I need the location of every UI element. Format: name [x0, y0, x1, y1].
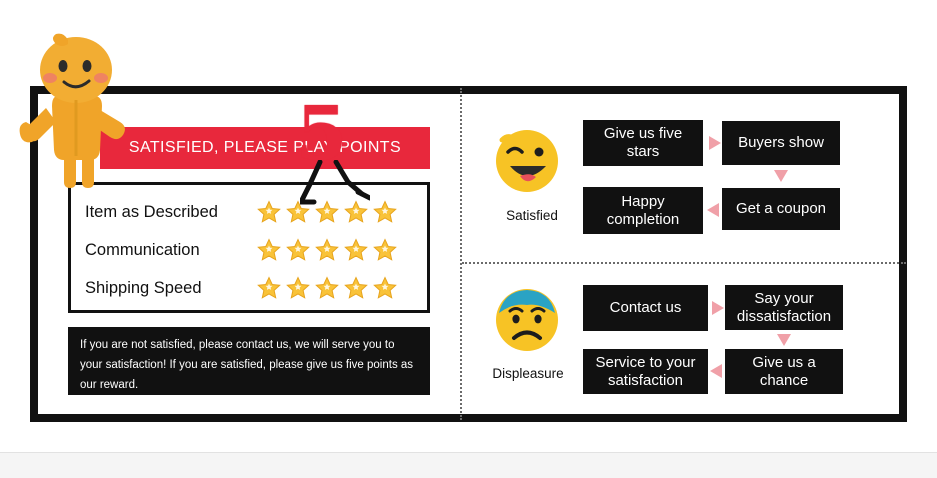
star-icon — [373, 276, 397, 300]
star-icon — [315, 276, 339, 300]
rating-label: Item as Described — [85, 202, 218, 221]
rating-label: Shipping Speed — [85, 278, 202, 297]
star-icon — [315, 238, 339, 262]
arrow-right-icon — [709, 136, 721, 150]
vertical-divider — [460, 88, 462, 420]
star-icon — [344, 238, 368, 262]
box-label: Give us a chance — [752, 353, 816, 389]
rating-row — [85, 269, 427, 307]
banner-label: SATISFIED, PLEASE PLAY POINTS — [128, 139, 402, 156]
satisfied-label: Satisfied — [506, 208, 558, 223]
star-icon — [344, 276, 368, 300]
star-rating — [257, 238, 397, 262]
notice-text: If you are not satisfied, please contact us, we will serve you to your satisfaction! If you are satisfied, please give us five points as our reward. — [68, 327, 430, 395]
box-happy-completion — [583, 187, 703, 234]
displeasure-label: Displeasure — [492, 366, 564, 381]
star-icon — [286, 238, 310, 262]
box-get-a-coupon — [722, 188, 840, 230]
box-give-us-five-stars — [583, 120, 703, 166]
box-label: Give us five stars — [603, 125, 683, 160]
rating-box — [68, 182, 430, 313]
horizontal-divider — [462, 262, 906, 264]
star-rating — [257, 276, 397, 300]
big-five-number: 5 — [296, 91, 348, 177]
arrow-left-icon — [710, 364, 722, 378]
star-icon — [257, 200, 281, 224]
arrow-left-icon — [707, 203, 719, 217]
box-label: Service to your satisfaction — [595, 353, 696, 389]
rating-row — [85, 231, 427, 269]
arrow-down-icon — [777, 334, 791, 346]
mascot-character-icon — [16, 30, 136, 190]
rating-row — [85, 193, 427, 231]
arrow-right-icon — [712, 301, 724, 315]
star-icon — [257, 276, 281, 300]
rating-label: Communication — [85, 240, 200, 259]
star-icon — [373, 238, 397, 262]
box-label: Buyers show — [738, 134, 824, 151]
box-say-your-dissatisfaction — [725, 285, 843, 330]
box-service-to-your-satisfaction — [583, 349, 708, 394]
satisfied-banner — [100, 127, 430, 169]
smiling-winking-face-icon — [494, 128, 560, 194]
box-label: Say your dissatisfaction — [736, 289, 832, 325]
bottom-strip — [0, 452, 937, 478]
box-label: Happy completion — [606, 192, 680, 228]
arrow-down-icon — [774, 170, 788, 182]
box-give-us-a-chance — [725, 349, 843, 394]
five-runner-legs-icon — [300, 160, 370, 206]
box-label: Contact us — [609, 299, 682, 316]
box-label: Get a coupon — [735, 200, 827, 217]
box-buyers-show — [722, 121, 840, 165]
star-icon — [286, 276, 310, 300]
star-icon — [257, 238, 281, 262]
box-contact-us — [583, 285, 708, 331]
star-icon — [373, 200, 397, 224]
frowning-face-icon — [494, 287, 560, 353]
